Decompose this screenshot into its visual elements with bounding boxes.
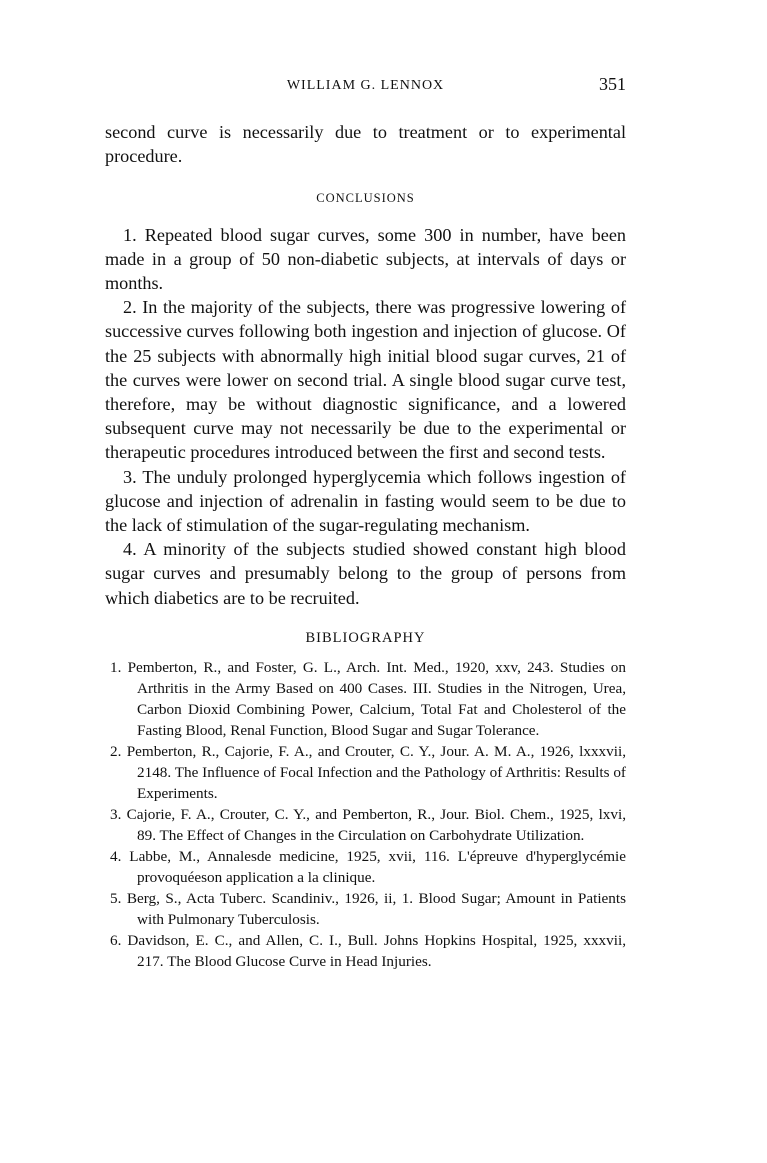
bibliography-item: 4. Labbe, M., Annalesde medicine, 1925, xvii, 116. L'épreuve d'hyperglycémie provoquéeson application a la clinique. bbox=[110, 847, 626, 886]
conclusions-heading: CONCLUSIONS bbox=[316, 191, 415, 206]
conclusions-list bbox=[105, 223, 626, 610]
bibliography-item: 1. Pemberton, R., and Foster, G. L., Arch. Int. Med., 1920, xxv, 243. Studies on Arthritis in the Army Based on 400 Cases. III. Studies in the Nitrogen, Urea, Carbon Dioxid Combining Power, Calcium, Total Fat and Cholesterol of the Fasting Blood, Renal Function, Blood Sugar and Sugar Tolerance. bbox=[110, 658, 626, 739]
lead-paragraph: second curve is necessarily due to treatment or to experimental procedure. bbox=[105, 122, 626, 167]
page bbox=[105, 74, 626, 972]
bibliography-list bbox=[105, 657, 626, 972]
conclusion-item: 2. In the majority of the subjects, there was progressive lowering of successive curves following both ingestion and injection of glucose. Of the 25 subjects with abnormally high initial blood sugar curves, 21 of the curves were lower on second trial. A single blood sugar curve test, therefore, may be without diagnostic significance, and a lowered subsequent curve may not necessarily be due to the experimental or therapeutic procedures introduced between the first and second tests. bbox=[105, 297, 626, 463]
conclusion-item: 4. A minority of the subjects studied showed constant high blood sugar curves and presumably belong to the group of persons from which diabetics are to be recruited. bbox=[105, 539, 626, 608]
running-header bbox=[105, 74, 626, 100]
conclusion-item: 1. Repeated blood sugar curves, some 300 in number, have been made in a group of 50 non-diabetic subjects, at intervals of days or months. bbox=[105, 224, 626, 294]
bibliography-item: 2. Pemberton, R., Cajorie, F. A., and Crouter, C. Y., Jour. A. M. A., 1926, lxxxvii, 2148. The Influence of Focal Infection and the Pathology of Arthritis: Results of Experiments. bbox=[110, 742, 626, 802]
body-text bbox=[105, 120, 626, 610]
bibliography-item: 3. Cajorie, F. A., Crouter, C. Y., and Pemberton, R., Jour. Biol. Chem., 1925, lxvi, 89. The Effect of Changes in the Circulation on Carbohydrate Utilization. bbox=[110, 805, 626, 844]
bibliography-item: 5. Berg, S., Acta Tuberc. Scandiniv., 1926, ii, 1. Blood Sugar; Amount in Patients with Pulmonary Tuberculosis. bbox=[110, 889, 626, 928]
conclusion-item: 3. The unduly prolonged hyperglycemia which follows ingestion of glucose and injection of adrenalin in fasting would seem to be due to the lack of stimulation of the sugar-regulating mechanism. bbox=[105, 466, 626, 536]
bibliography-item: 6. Davidson, E. C., and Allen, C. I., Bull. Johns Hopkins Hospital, 1925, xxxvii, 217. The Blood Glucose Curve in Head Injuries. bbox=[110, 931, 626, 970]
page-number: 351 bbox=[599, 74, 626, 94]
bibliography-heading: BIBLIOGRAPHY bbox=[305, 629, 426, 646]
running-title: WILLIAM G. LENNOX bbox=[286, 78, 445, 93]
